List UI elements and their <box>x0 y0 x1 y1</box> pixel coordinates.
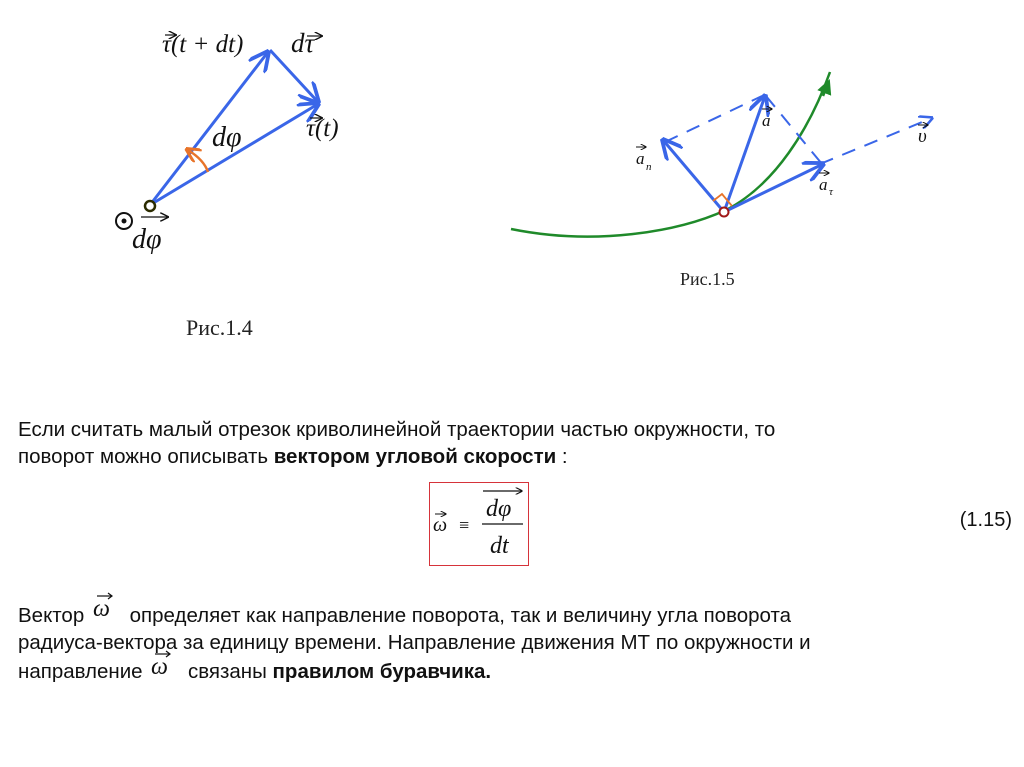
para1-line2-text: поворот можно описывать <box>18 445 274 468</box>
an-label-subscript: n <box>646 161 652 173</box>
formula-box <box>429 482 529 566</box>
paragraph-1 <box>18 416 775 470</box>
an-to-a-dashed-line <box>665 96 762 142</box>
para2-period: . <box>485 660 492 683</box>
omega-inline-1-symbol: ω <box>92 596 110 620</box>
paragraph-2-line-2: радиуса-вектора за единицу времени. Направление движения МТ по окружности и <box>18 631 811 654</box>
velocity-dashed-line <box>820 118 932 164</box>
para2-line3-mid: связаны <box>182 660 273 683</box>
formula-1-15 <box>430 483 530 567</box>
a-label: a <box>762 111 771 130</box>
figure-1-5 <box>500 60 970 260</box>
tau-t-vector <box>150 104 318 205</box>
a-to-atau-dashed-line <box>766 96 822 164</box>
denominator: dt <box>490 533 509 559</box>
equation-number: (1.15) <box>959 509 1012 531</box>
numerator: dφ <box>486 496 512 522</box>
tau-t-label: τ(t) <box>306 115 339 142</box>
atau-label: a <box>819 175 828 194</box>
an-vector <box>663 140 724 212</box>
para1-line2-colon: : <box>556 445 568 468</box>
paragraph-1-line-2 <box>18 443 775 470</box>
angular-velocity-term: вектором угловой скорости <box>273 445 557 468</box>
dphi-angle-label: dφ <box>212 122 242 153</box>
an-label: a <box>636 149 645 168</box>
omega-inline-1 <box>90 596 124 626</box>
material-point <box>720 208 729 217</box>
paragraph-2 <box>18 596 811 685</box>
equiv-symbol: ≡ <box>459 515 470 535</box>
fig14-caption: Рис.1.4 <box>186 315 253 340</box>
circled-dot-icon <box>116 213 132 229</box>
paragraph-2-line-1 <box>18 596 811 629</box>
omega-symbol: ω <box>433 514 448 536</box>
para2-line1-post: определяет как направление поворота, так и величину угла поворота <box>123 604 792 627</box>
paragraph-2-line-3 <box>18 656 811 685</box>
tau-t-dt-vector <box>150 52 268 205</box>
gimlet-rule-term: правилом буравчика <box>272 660 486 683</box>
dphi-axis-label: dφ <box>132 224 162 255</box>
v-label: υ <box>918 126 927 147</box>
para2-line3-pre: направление <box>18 660 149 683</box>
dtau-label: dτ <box>291 28 315 58</box>
trajectory-curve <box>511 72 830 237</box>
fig15-caption: Рис.1.5 <box>680 269 735 289</box>
origin-point <box>145 201 155 211</box>
omega-inline-2 <box>148 656 182 682</box>
para2-line1-pre: Вектор <box>18 604 90 627</box>
paragraph-1-line-1: Если считать малый отрезок криволинейной траектории частью окружности, то <box>18 418 776 441</box>
angle-arc <box>188 150 208 172</box>
atau-label-subscript: τ <box>829 186 833 198</box>
omega-inline-2-symbol: ω <box>151 654 169 678</box>
tau-t-dt-label: τ(t + dt) <box>162 31 244 58</box>
